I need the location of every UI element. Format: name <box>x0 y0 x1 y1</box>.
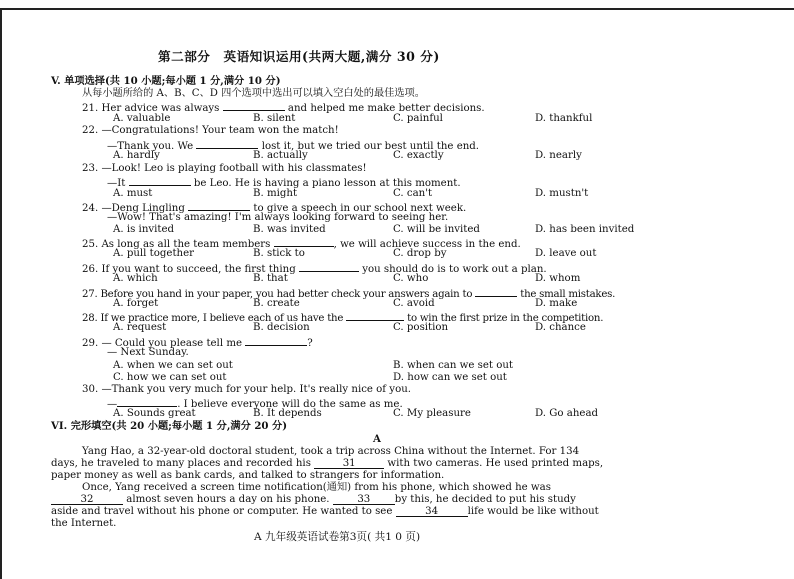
cloze-blank-34: 34 <box>396 506 468 517</box>
q26-text-b: you should do is to work out a plan. <box>362 264 547 275</box>
q24-option-d: D. has been invited <box>535 224 635 235</box>
q24-line2: —Wow! That's amazing! I'm always looking forward to seeing her. <box>107 212 449 223</box>
q22-line1: 22. —Congratulations! Your team won the match! <box>82 125 339 136</box>
q23-option-a: A. must <box>113 188 153 199</box>
scan-border-top <box>0 8 794 10</box>
passage-line2-b: with two cameras. He used printed maps, <box>387 458 604 469</box>
q24-option-a: A. is invited <box>113 224 175 235</box>
passage-line2-a: days, he traveled to many places and recorded his <box>51 458 311 469</box>
q22-blank <box>196 138 258 149</box>
q25-text-b: , we will achieve success in the end. <box>333 239 521 250</box>
q29-text-b: ? <box>307 338 313 349</box>
q24-blank <box>188 200 250 211</box>
q30-blank <box>117 396 177 407</box>
q28-text-b: to win the first prize in the competition. <box>407 313 604 324</box>
passage-line5-a: almost seven hours a day on his phone. <box>126 494 330 505</box>
passage-line5 <box>51 494 576 506</box>
q30-text-b: . I believe everyone will do the same as me. <box>177 399 403 410</box>
q22-text-a: —Thank you. We <box>107 141 194 152</box>
q25-option-c: C. drop by <box>393 248 447 259</box>
q28-option-a: A. request <box>113 322 167 333</box>
q21-option-b: B. silent <box>253 113 296 124</box>
q27-option-d: D. make <box>535 298 578 309</box>
q27-option-a: A. forget <box>113 298 159 309</box>
q25-option-b: B. stick to <box>253 248 305 259</box>
q24-text-a: 24. —Deng Lingling <box>82 203 185 214</box>
q29-text-a: 29. — Could you please tell me <box>82 338 243 349</box>
q30-text-a: — <box>107 399 118 410</box>
passage-line4: Once, Yang received a screen time notification(通知) from his phone, which showed he was <box>82 482 551 493</box>
cloze-blank-33: 33 <box>333 494 395 505</box>
part-title: 第二部分 英语知识运用(共两大题,满分 30 分) <box>158 49 440 64</box>
q29-line2: — Next Sunday. <box>107 347 189 358</box>
q23-line1: 23. —Look! Leo is playing football with his classmates! <box>82 163 367 174</box>
q25-option-d: D. leave out <box>535 248 597 259</box>
q25-text-a: 25. As long as all the team members <box>82 239 271 250</box>
q26-option-c: C. who <box>393 273 429 284</box>
section6-heading: VI. 完形填空(共 20 小题;每小题 1 分,满分 20 分) <box>51 420 288 432</box>
passage-line3: paper money as well as bank cards, and talked to strangers for information. <box>51 470 445 481</box>
q23-blank <box>129 175 191 186</box>
q28-blank <box>346 310 404 321</box>
q29-blank <box>245 335 307 346</box>
q27-blank <box>475 286 517 297</box>
q26-text-a: 26. If you want to succeed, the first thing <box>82 264 296 275</box>
q28-text-a: 28. If we practice more, I believe each of us have the <box>82 313 344 324</box>
passage-label: A <box>373 433 381 445</box>
q21-option-a: A. valuable <box>113 113 171 124</box>
section5-instruction: 从每小题所给的 A、B、C、D 四个选项中选出可以填入空白处的最佳选项。 <box>82 88 425 99</box>
q23-option-d: D. mustn't <box>535 188 589 199</box>
scan-border-left <box>0 8 2 579</box>
q26-blank <box>299 261 359 272</box>
q30-option-c: C. My pleasure <box>393 408 471 419</box>
q28-option-c: C. position <box>393 322 449 333</box>
q28-option-d: D. chance <box>535 322 586 333</box>
q23-option-c: C. can't <box>393 188 433 199</box>
q21-text-b: and helped me make better decisions. <box>287 103 485 114</box>
cloze-blank-31: 31 <box>314 458 384 469</box>
q29-option-c: C. how we can set out <box>113 372 227 383</box>
q29-option-a: A. when we can set out <box>113 360 233 371</box>
q22-option-d: D. nearly <box>535 150 582 161</box>
page-footer: A 九年级英语试卷第3页( 共1 0 页) <box>254 531 421 543</box>
q30-option-b: B. It depends <box>253 408 322 419</box>
cloze-blank-32: 32 <box>51 494 123 505</box>
q26-option-d: D. whom <box>535 273 581 284</box>
q27-option-c: C. avoid <box>393 298 435 309</box>
q27-text-a: 27. Before you hand in your paper, you had better check your answers again to <box>82 289 473 300</box>
q22-text-b: lost it, but we tried our best until the end. <box>261 141 480 152</box>
passage-line7: the Internet. <box>51 518 117 529</box>
q21-option-c: C. painful <box>393 113 443 124</box>
passage-line6 <box>51 506 599 518</box>
q24-option-b: B. was invited <box>253 224 326 235</box>
q30-option-a: A. Sounds great <box>113 408 196 419</box>
q30-option-d: D. Go ahead <box>535 408 599 419</box>
q23-text-a: —It <box>107 178 126 189</box>
q27-option-b: B. create <box>253 298 300 309</box>
q23-text-b: be Leo. He is having a piano lesson at this moment. <box>193 178 461 189</box>
q21-blank <box>223 100 285 111</box>
q25-blank <box>274 236 334 247</box>
passage-line1: Yang Hao, a 32-year-old doctoral student, took a trip across China without the Internet. For 134 <box>82 446 580 457</box>
q26-option-a: A. which <box>113 273 158 284</box>
q22-option-c: C. exactly <box>393 150 444 161</box>
q23-option-b: B. might <box>253 188 298 199</box>
passage-line6-a: aside and travel without his phone or computer. He wanted to see <box>51 506 393 517</box>
q22-option-a: A. hardly <box>113 150 160 161</box>
q24-text-b: to give a speech in our school next week. <box>253 203 467 214</box>
q26-option-b: B. that <box>253 273 288 284</box>
passage-line6-b: life would be like without <box>467 506 599 517</box>
q27-text-b: the small mistakes. <box>520 289 616 300</box>
passage-line2 <box>51 458 603 470</box>
q29-option-b: B. when can we set out <box>393 360 514 371</box>
q22-option-b: B. actually <box>253 150 308 161</box>
q29-option-d: D. how can we set out <box>393 372 507 383</box>
q28-option-b: B. decision <box>253 322 310 333</box>
passage-line5-b: by this, he decided to put his study <box>394 494 576 505</box>
q25-option-a: A. pull together <box>113 248 195 259</box>
q21-text-a: 21. Her advice was always <box>82 103 220 114</box>
q21-option-d: D. thankful <box>535 113 593 124</box>
section5-heading: V. 单项选择(共 10 小题;每小题 1 分,满分 10 分) <box>51 75 281 87</box>
q30-line1: 30. —Thank you very much for your help. It's really nice of you. <box>82 384 411 395</box>
q24-option-c: C. will be invited <box>393 224 480 235</box>
